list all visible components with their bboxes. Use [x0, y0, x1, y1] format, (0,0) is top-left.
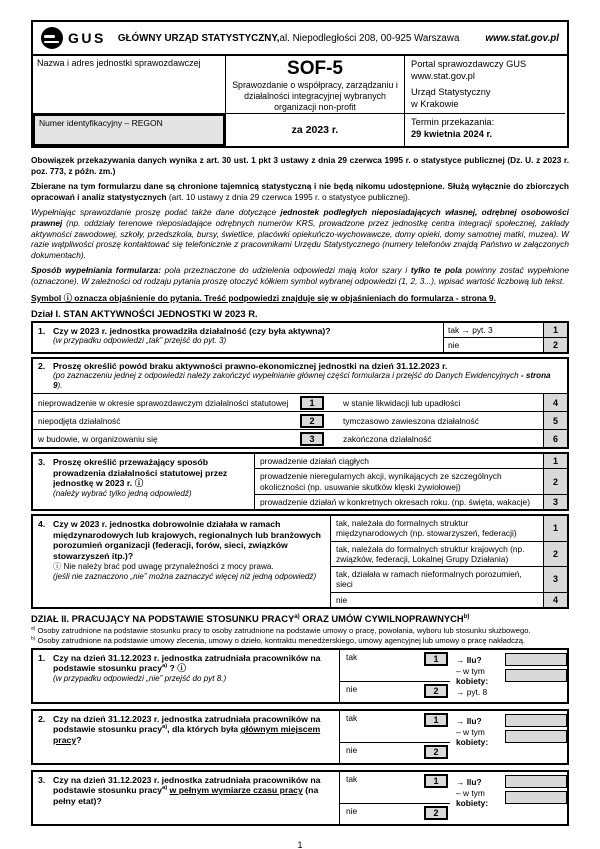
q2-option-1-code-field[interactable]: 1 [300, 396, 324, 410]
d2q3-no-label: nie [346, 806, 358, 817]
d2q3-no-row [340, 804, 450, 823]
d2q1-sup: a) [162, 663, 168, 670]
d2q3-count-column [450, 772, 567, 824]
q2-option-1-label: nieprowadzenie w okresie sprawozdawczym działalności statutowej [38, 397, 289, 408]
q3-option-1-label: prowadzenie działań ciągłych [260, 456, 369, 467]
d2q1-women-prefix: – w tym [456, 665, 485, 676]
d2q3-answers [339, 772, 567, 824]
q4-option-4-label: nie [336, 594, 348, 605]
q1-answer-yes-row [444, 323, 567, 337]
d2q2-no-label: nie [346, 745, 358, 756]
regon-cell [33, 114, 226, 146]
unit-name-label: Nazwa i adres jednostki sprawozdawczej [33, 56, 226, 114]
d2q2-text3: ? [76, 734, 82, 745]
website-link[interactable]: www.stat.gov.pl [485, 32, 559, 44]
q3-option-1-code-field[interactable]: 1 [543, 454, 567, 468]
q4-info: ⓘ Nie należy brać pod uwagę przynależności z mocy prawa. [53, 562, 274, 572]
d2q2-yesno-column [340, 711, 450, 763]
d2q2-yes-row [340, 711, 450, 744]
d2q1-count-column [450, 650, 567, 702]
section2-title-text2: ORAZ UMÓW CYWILNOPRAWNYCH [299, 612, 464, 624]
q4-option-1-label: tak, należała do formalnych struktur międzynarodowych (np. stowarzyszeń, federacji) [336, 518, 517, 539]
d2q2-text: Czy na dzień 31.12.2023 r. jednostka zatrudniała pracowników na podstawie stosunku pracy [53, 713, 321, 735]
q2-option-row-2 [33, 411, 567, 429]
form-header-table [31, 56, 569, 148]
q2-row-2-spacer [327, 412, 339, 429]
d2q3-text-underline: w pełnym wymiarze czasu pracy [169, 785, 303, 796]
q4-option-2-label: tak, należała do formalnych struktur krajowych (np. związków, federacji, Lokalnej Grupy Działania) [336, 543, 525, 564]
q4-option-4-code-field[interactable]: 4 [543, 593, 567, 607]
q4-option-3-label: tak, działała w ramach nieformalnych porozumień, sieci [336, 569, 522, 590]
d2q2-women-prefix: – w tym [456, 726, 485, 737]
q4-option-2-code-field[interactable]: 2 [543, 542, 567, 567]
d2q1-note: (w przypadku odpowiedzi „nie” przejść do pyt 8.) [53, 673, 227, 683]
d2q1-women-bold: kobiety: [456, 675, 489, 686]
q3-number: 3. [38, 457, 46, 468]
d2q1-yes-row [340, 650, 450, 683]
q3-option-row-1 [255, 454, 567, 468]
q3-options [255, 454, 567, 509]
q2-row-1-spacer [327, 394, 339, 411]
deadline-label: Termin przekazania: [411, 117, 495, 127]
q2-option-5-label: tymczasowo zawieszona działalność [343, 415, 479, 426]
q2-question-cell [33, 359, 567, 393]
regon-label: Numer identyfikacyjny – REGON [39, 118, 163, 128]
d2q2-women-bold: kobiety: [456, 736, 489, 747]
q2-option-row-3 [33, 429, 567, 447]
gus-logo-text: GUS [68, 30, 106, 46]
d2q2-howmany-label: → Ilu? [456, 715, 482, 726]
intro-p2-rest: (art. 10 ustawy z dnia 29 czerwca 1995 r. o statystyce publicznej). [166, 191, 411, 202]
d2q1-howmany-input-field[interactable] [505, 653, 567, 666]
intro-section [31, 155, 569, 287]
intro-p4-bold1: Sposób wypełniania formularza: [31, 265, 161, 276]
q4-question-cell [33, 516, 331, 607]
section1-question-2 [31, 357, 569, 449]
section1-title: Dział I. STAN AKTYWNOŚCI JEDNOSTKI W 2023 R. [31, 307, 258, 319]
section2-title [31, 613, 569, 624]
q1-note: (w przypadku odpowiedzi „tak” przejść do pyt. 3) [53, 336, 227, 346]
intro-p4-text2: powinny zostać wypełnione (oznaczone). W zależności od rodzaju pytania proszę otoczyć kółkiem symbol wybranej odpowiedzi (1, 2, 3...), wpisać wartość liczbową lub tekst. [31, 265, 569, 287]
d2q1-goto-row [456, 684, 567, 700]
q2-number: 2. [38, 360, 46, 371]
deadline-cell [405, 114, 565, 146]
q2-option-row-1 [33, 393, 567, 411]
d2q1-no-code-field[interactable]: 2 [424, 684, 448, 698]
intro-paragraph-3 [31, 207, 569, 260]
q3-note: (należy wybrać tylko jedną odpowiedź) [53, 488, 192, 498]
form-page [31, 0, 569, 849]
q1-answer-no-label: nie [448, 339, 460, 350]
org-name: GŁÓWNY URZĄD STATYSTYCZNY, [117, 32, 280, 44]
d2q1-yes-label: tak [346, 651, 358, 662]
q3-option-row-3 [255, 494, 567, 509]
q2-option-6-label: zakończona działalność [343, 433, 432, 444]
d2q3-women-input-field[interactable] [505, 791, 567, 804]
q2-option-1-cell [297, 394, 327, 411]
d2q1-goto-label: → pyt. 8 [456, 686, 488, 697]
d2q2-yes-label: tak [346, 712, 358, 723]
q2-note-italic: (po zaznaczeniu jednej z odpowiedzi należy zakończyć wypełnianie głównej części formularza i przejść do Danych Ewidencyjnych [53, 371, 521, 381]
d2q2-sup: a) [162, 724, 168, 731]
d2q3-women-row [456, 787, 567, 808]
footnote-a-sup: a) [31, 626, 36, 632]
q3-option-2-label: prowadzenie nieregularnych akcji, wynikających ze szczególnych okoliczności (np. usuwanie skutków klęski żywiołowej) [260, 471, 502, 492]
intro-p4-text1: pola przeznaczone do udzielenia odpowiedzi mają kolor szary i [161, 265, 411, 276]
intro-p2-bold: Zbierane na tym formularzu dane są chronione tajemnicą statystyczną i nie będą nikomu udostępnione. Służą wyłącznie do zbiorczych opracowań i analiz statystycznych [31, 181, 569, 202]
q3-option-3-label: prowadzenie działań w konkretnych okresach roku. (np. święta, wakacje) [260, 496, 530, 507]
q2-text: Proszę określić powód braku aktywności prawno-ekonomicznej jednostki na dzień 31.12.2023 r. [53, 360, 448, 371]
d2q1-yesno-column [340, 650, 450, 702]
gus-header-bar [31, 20, 569, 56]
d2q1-number: 1. [38, 652, 46, 663]
d2q2-count-column [450, 711, 567, 763]
q3-option-row-2 [255, 468, 567, 494]
d2q2-women-input-field[interactable] [505, 730, 567, 743]
d2q3-howmany-input-field[interactable] [505, 775, 567, 788]
q2-option-3-code-field[interactable]: 3 [300, 432, 324, 446]
d2q1-women-input-field[interactable] [505, 669, 567, 682]
q2-note [53, 371, 562, 391]
form-code: SOF-5 [287, 58, 343, 79]
org-address: al. Niepodległości 208, 00-925 Warszawa [279, 32, 460, 44]
q4-option-row-2 [331, 541, 567, 567]
intro-paragraph-2 [31, 181, 569, 202]
d2q2-number: 2. [38, 713, 46, 724]
d2q2-yes-code-field[interactable]: 1 [424, 713, 448, 727]
d2q1-women-label [456, 666, 505, 686]
q2-option-4-label: w stanie likwidacji lub upadłości [343, 397, 461, 408]
q4-option-row-1 [331, 516, 567, 541]
d2q2-women-label [456, 727, 505, 747]
q1-number: 1. [38, 325, 46, 336]
d2q3-yes-code-field[interactable]: 1 [424, 774, 448, 788]
portal-line2: www.stat.gov.pl [411, 70, 475, 81]
q2-option-3-label: w budowie, w organizowaniu się [38, 433, 158, 444]
d2q1-women-row [456, 665, 567, 686]
deadline-value: 29 kwietnia 2024 r. [411, 129, 493, 140]
q1-answer-column [443, 323, 567, 352]
q3-text: Proszę określić przeważający sposób prowadzenia działalności statutowej przez jednostkę w 2023 r. ⓘ [53, 457, 228, 489]
q4-option-row-3 [331, 566, 567, 592]
d2q3-women-bold: kobiety: [456, 797, 489, 808]
portal-info-cell [405, 56, 565, 114]
section1-question-1 [31, 321, 569, 354]
period-cell: za 2023 r. [226, 114, 405, 146]
q2-note-bold: - strona 9 [53, 371, 551, 391]
office-line2: w Krakowie [411, 98, 459, 109]
page-number: 1 [297, 839, 303, 849]
intro-p3-rest: (np. oddziały terenowe nieposiadające odrębnych numerów KRS, prowadzone przez jednostkę centra integracji społecznej, zakłady aktywności zawodowej, szkoły, przedszkola, bursy, świetlice, placówki opiekuńczo-wychowawcze, domy opieki, domy samotnej matki, muzea). W razie wątpliwości proszę kontaktować się telefonicznie z pracownikami Urzędu Statystycznego (numery telefonów znajdą Państwo w załączonych dokumentach). [31, 218, 569, 260]
d2q3-sup: a) [162, 785, 168, 792]
q4-option-3-code-field[interactable]: 3 [543, 567, 567, 592]
d2q2-text-underline: głównym miejscem pracy [53, 724, 321, 745]
section1-question-3 [31, 452, 569, 511]
d2q1-answers [339, 650, 567, 702]
q3-option-3-code-field[interactable]: 3 [543, 495, 567, 509]
q4-number: 4. [38, 519, 46, 530]
q2-option-2-cell [297, 412, 327, 429]
q2-row-3-spacer [327, 430, 339, 447]
q2-option-3-cell [297, 430, 327, 447]
d2q2-no-row [340, 743, 450, 762]
q3-question-cell [33, 454, 255, 509]
q2-note-end: ). [57, 381, 63, 391]
d2q1-text: Czy na dzień 31.12.2023 r. jednostka zatrudniała pracowników na podstawie stosunku pracy [53, 652, 321, 674]
section2-question-3 [31, 770, 569, 826]
intro-p3-bold: jednostek podległych nieposiadających własnej, odrębnej osobowości prawnej [31, 207, 569, 229]
d2q2-question-cell [33, 711, 339, 763]
d2q1-question-cell [33, 650, 339, 702]
d2q3-text3: (na pełny etat)? [53, 785, 319, 806]
form-subtitle: Sprawozdanie o współpracy, zarządzaniu i działalności integracyjnej wybranych organizacji non-profit [232, 79, 398, 112]
d2q2-answers [339, 711, 567, 763]
q4-option-1-code-field[interactable]: 1 [543, 516, 567, 541]
q4-option-row-4 [331, 592, 567, 607]
q2-option-2-label: niepodjęta działalność [38, 415, 121, 426]
d2q1-no-label: nie [346, 684, 358, 695]
section2-question-1 [31, 648, 569, 704]
d2q3-yes-row [340, 772, 450, 805]
d2q1-text2: ? ⓘ [167, 663, 186, 674]
d2q3-women-prefix: – w tym [456, 787, 485, 798]
regon-input-box[interactable] [33, 114, 225, 146]
q2-option-2-code-field[interactable]: 2 [300, 414, 324, 428]
q1-answer-yes-code-field[interactable]: 1 [543, 323, 567, 337]
d2q2-text2: , dla których była [167, 724, 241, 735]
section2-title-sup-a: a) [294, 612, 300, 620]
section1-question-4 [31, 514, 569, 609]
q3-option-2-code-field[interactable]: 2 [543, 469, 567, 494]
q1-answer-yes-label: tak → pyt. 3 [448, 324, 493, 335]
intro-paragraph-1: Obowiązek przekazywania danych wynika z art. 30 ust. 1 pkt 3 ustawy z dnia 29 czerwca 1995 r. o statystyce publicznej (Dz. U. z 2023 r. poz. 773, z późn. zm.) [31, 155, 569, 176]
footnote-b-text: Osoby zatrudnione na podstawie umowy zlecenia, umowy o dzieło, kontraktu menedżerskiego, umowy agencyjnej lub umowy o pracę nakładczą. [35, 635, 526, 645]
d2q3-yesno-column [340, 772, 450, 824]
q1-text: Czy w 2023 r. jednostka prowadziła działalność (czy była aktywna)? [53, 325, 331, 336]
d2q3-question-cell [33, 772, 339, 824]
d2q3-howmany-label: → Ilu? [456, 776, 482, 787]
q1-answer-no-code-field[interactable]: 2 [543, 338, 567, 352]
footnote-b-sup: b) [31, 636, 36, 642]
d2q1-howmany-label: → Ilu? [456, 654, 482, 665]
d2q3-no-code-field[interactable]: 2 [424, 806, 448, 820]
q4-options [331, 516, 567, 607]
d2q1-no-row [340, 682, 450, 701]
symbol-explanation-note: Symbol ⓘ oznacza objaśnienie do pytania. Treść podpowiedzi znajduje się w objaśnieniach do formularza - strona 9. [31, 292, 496, 303]
q1-question-cell [33, 323, 443, 352]
q2-option-6-code-field[interactable]: 6 [543, 430, 567, 447]
intro-p3-start: Wypełniając sprawozdanie proszę podać także dane dotyczące [31, 207, 281, 218]
d2q2-women-row [456, 726, 567, 747]
d2q3-number: 3. [38, 774, 46, 785]
q2-option-5-code-field[interactable]: 5 [543, 412, 567, 429]
portal-line1: Portal sprawozdawczy GUS [411, 59, 527, 69]
d2q3-yes-label: tak [346, 773, 358, 784]
intro-p4-bold2: tylko te pola [410, 265, 463, 276]
q4-note: (jeśli nie zaznaczono „nie” można zaznaczyć więcej niż jedną odpowiedź) [53, 572, 317, 582]
section2-footnotes [31, 626, 569, 646]
form-title-cell [226, 56, 405, 114]
footnote-b [31, 636, 569, 646]
section2-title-sup-b: b) [463, 612, 470, 620]
section2-title-text: DZIAŁ II. PRACUJĄCY NA PODSTAWIE STOSUNKU PRACY [31, 612, 295, 624]
footnote-a [31, 626, 569, 636]
gus-logo-icon [41, 27, 63, 49]
q4-text: Czy w 2023 r. jednostka dobrowolnie działała w ramach międzynarodowych lub krajowych, regionalnych lub branżowych porozumień organizacji (federacji, forów, sieci, związków stowarzyszeń itp.)? [53, 519, 321, 561]
office-line1: Urząd Statystyczny [411, 86, 491, 97]
intro-paragraph-4 [31, 265, 569, 286]
q1-answer-no-row [444, 337, 567, 352]
d2q3-text: Czy na dzień 31.12.2023 r. jednostka zatrudniała pracowników na podstawie stosunku pracy [53, 774, 321, 796]
d2q2-no-code-field[interactable]: 2 [424, 745, 448, 759]
footnote-a-text: Osoby zatrudnione na podstawie stosunku pracy to osoby zatrudnione na podstawie umowy o pracę, powołania, wyboru lub stosunku służbowego. [35, 625, 531, 635]
d2q2-howmany-input-field[interactable] [505, 714, 567, 727]
section2-question-2 [31, 709, 569, 765]
q2-option-4-code-field[interactable]: 4 [543, 394, 567, 411]
d2q3-women-label [456, 788, 505, 808]
d2q1-yes-code-field[interactable]: 1 [424, 652, 448, 666]
